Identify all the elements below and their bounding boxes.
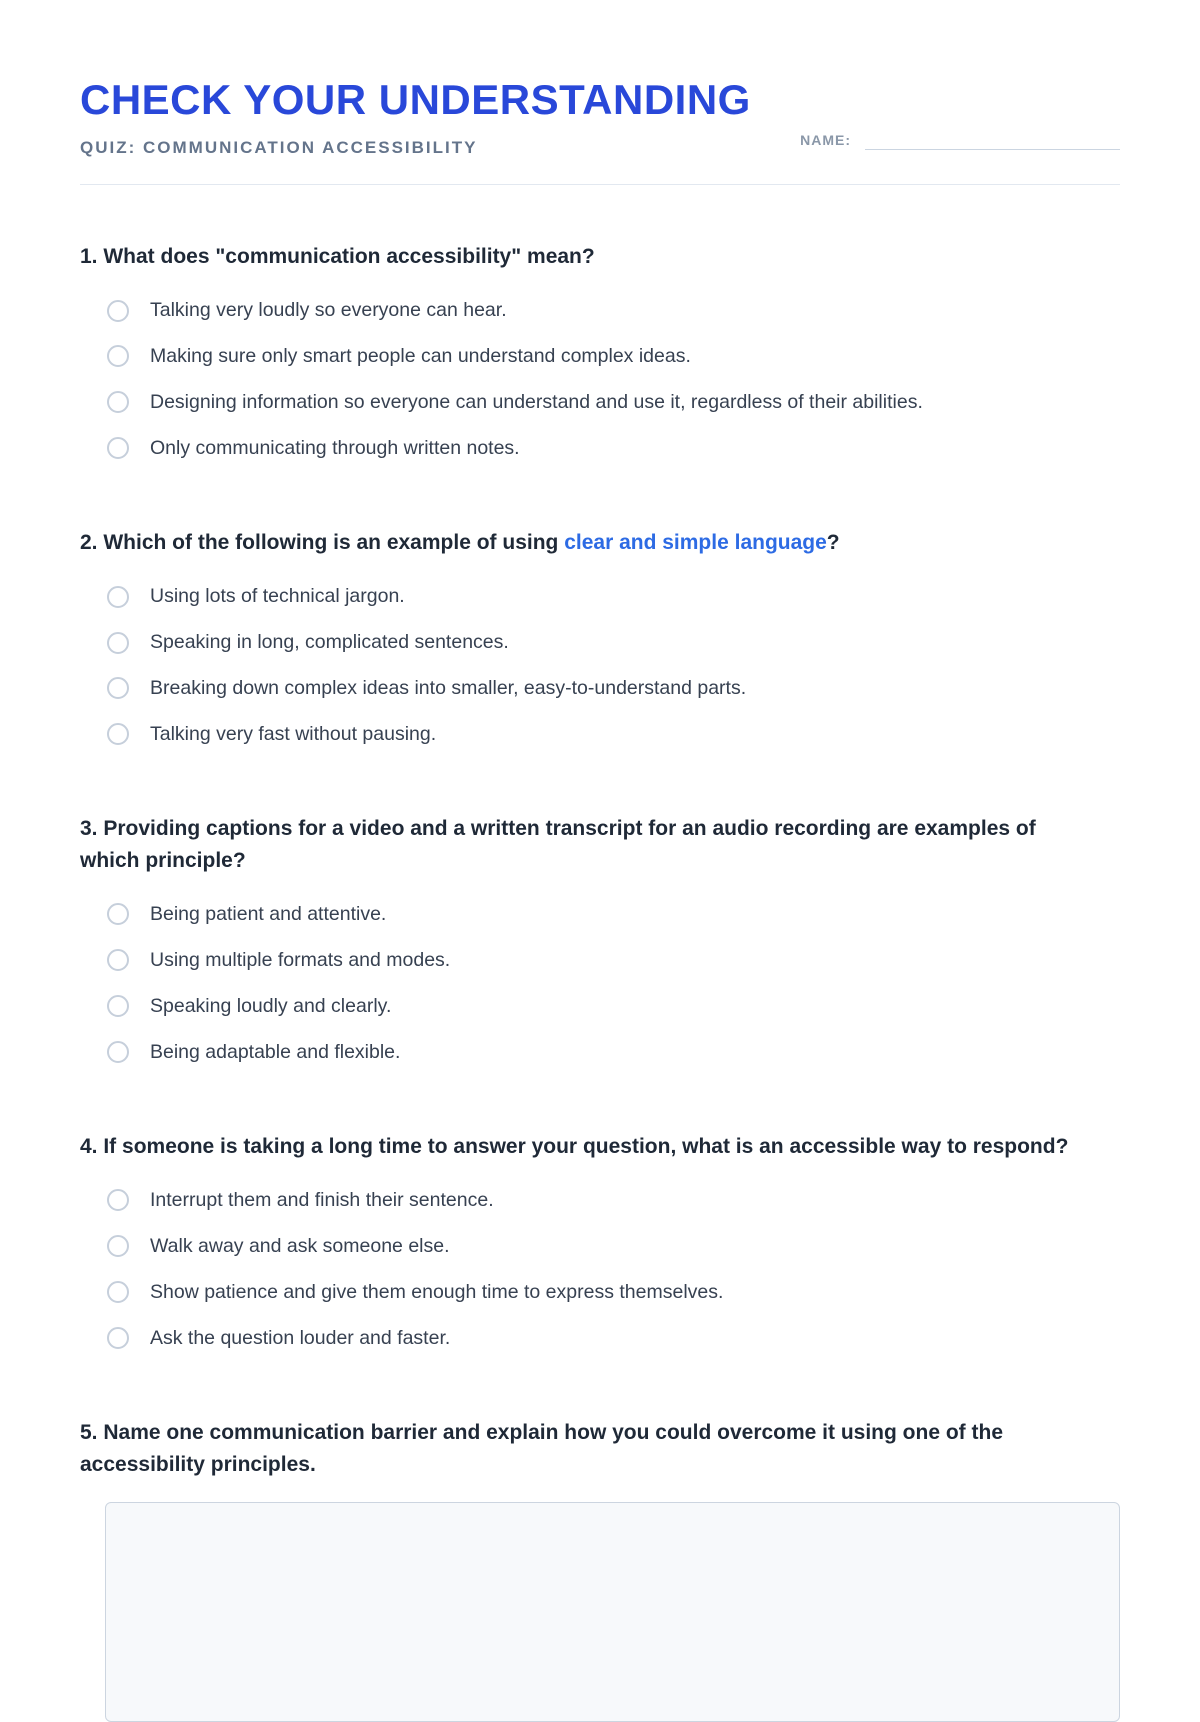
name-label: NAME: bbox=[800, 132, 851, 148]
option-label: Talking very loudly so everyone can hear. bbox=[150, 299, 507, 322]
radio-button-icon[interactable] bbox=[107, 723, 129, 745]
option-label: Using lots of technical jargon. bbox=[150, 585, 405, 608]
option-label: Interrupt them and finish their sentence. bbox=[150, 1188, 494, 1211]
radio-button-icon[interactable] bbox=[107, 632, 129, 654]
radio-button-icon[interactable] bbox=[107, 437, 129, 459]
option-label: Breaking down complex ideas into smaller, easy-to-understand parts. bbox=[150, 677, 747, 700]
answer-option[interactable] bbox=[107, 1177, 1120, 1223]
radio-button-icon[interactable] bbox=[107, 1327, 129, 1349]
question-block-3 bbox=[80, 813, 1120, 1075]
answer-textarea[interactable] bbox=[105, 1502, 1120, 1722]
option-label: Designing information so everyone can understand and use it, regardless of their abilities. bbox=[150, 390, 923, 413]
answer-option[interactable] bbox=[107, 711, 1120, 757]
question-text: 3. Providing captions for a video and a written transcript for an audio recording are examples of which principle? bbox=[80, 817, 1036, 872]
radio-button-icon[interactable] bbox=[107, 903, 129, 925]
options-list bbox=[80, 1177, 1120, 1361]
option-label: Only communicating through written notes. bbox=[150, 436, 520, 459]
name-field[interactable] bbox=[800, 128, 1120, 150]
options-list bbox=[80, 574, 1120, 758]
radio-button-icon[interactable] bbox=[107, 1189, 129, 1211]
answer-option[interactable] bbox=[107, 379, 1120, 425]
radio-button-icon[interactable] bbox=[107, 677, 129, 699]
radio-button-icon[interactable] bbox=[107, 586, 129, 608]
option-label: Show patience and give them enough time to express themselves. bbox=[150, 1280, 724, 1303]
answer-option[interactable] bbox=[107, 288, 1120, 334]
answer-option[interactable] bbox=[107, 1223, 1120, 1269]
radio-button-icon[interactable] bbox=[107, 1041, 129, 1063]
radio-button-icon[interactable] bbox=[107, 1235, 129, 1257]
answer-option[interactable] bbox=[107, 574, 1120, 620]
name-input-line[interactable] bbox=[865, 128, 1120, 150]
answer-option[interactable] bbox=[107, 620, 1120, 666]
option-label: Speaking in long, complicated sentences. bbox=[150, 631, 509, 654]
radio-button-icon[interactable] bbox=[107, 391, 129, 413]
answer-option[interactable] bbox=[107, 1315, 1120, 1361]
option-label: Walk away and ask someone else. bbox=[150, 1234, 450, 1257]
page-title: CHECK YOUR UNDERSTANDING bbox=[80, 76, 751, 123]
option-label: Being adaptable and flexible. bbox=[150, 1040, 401, 1063]
answer-option[interactable] bbox=[107, 891, 1120, 937]
answer-option[interactable] bbox=[107, 937, 1120, 983]
option-label: Ask the question louder and faster. bbox=[150, 1326, 451, 1349]
header bbox=[80, 78, 1120, 158]
radio-button-icon[interactable] bbox=[107, 300, 129, 322]
answer-option[interactable] bbox=[107, 425, 1120, 471]
question-block-5 bbox=[80, 1417, 1120, 1722]
options-list bbox=[80, 891, 1120, 1075]
question-text-prefix: 2. Which of the following is an example of using bbox=[80, 531, 565, 555]
option-label: Speaking loudly and clearly. bbox=[150, 994, 392, 1017]
options-list bbox=[80, 288, 1120, 472]
question-text-highlight: clear and simple language bbox=[564, 531, 827, 555]
question-text: 4. If someone is taking a long time to answer your question, what is an accessible way to respond? bbox=[80, 1134, 1069, 1158]
question-block-2 bbox=[80, 527, 1120, 757]
option-label: Using multiple formats and modes. bbox=[150, 948, 451, 971]
answer-option[interactable] bbox=[107, 666, 1120, 712]
question-text: 5. Name one communication barrier and explain how you could overcome it using one of the accessibility principles. bbox=[80, 1421, 1003, 1476]
option-label: Being patient and attentive. bbox=[150, 902, 387, 925]
radio-button-icon[interactable] bbox=[107, 949, 129, 971]
question-text bbox=[80, 527, 1085, 559]
option-label: Making sure only smart people can understand complex ideas. bbox=[150, 345, 691, 367]
question-block-1 bbox=[80, 241, 1120, 471]
answer-option[interactable] bbox=[107, 1269, 1120, 1315]
quiz-subtitle: QUIZ: COMMUNICATION ACCESSIBILITY bbox=[80, 138, 478, 158]
radio-button-icon[interactable] bbox=[107, 995, 129, 1017]
question-text-suffix: ? bbox=[826, 531, 840, 555]
header-divider bbox=[80, 184, 1120, 185]
option-label: Talking very fast without pausing. bbox=[150, 722, 437, 745]
answer-option[interactable] bbox=[107, 334, 1120, 380]
radio-button-icon[interactable] bbox=[107, 1281, 129, 1303]
question-block-4 bbox=[80, 1131, 1120, 1361]
answer-option[interactable] bbox=[107, 983, 1120, 1029]
radio-button-icon[interactable] bbox=[107, 345, 129, 367]
question-text: 1. What does "communication accessibility" mean? bbox=[80, 245, 595, 269]
answer-option[interactable] bbox=[107, 1029, 1120, 1075]
